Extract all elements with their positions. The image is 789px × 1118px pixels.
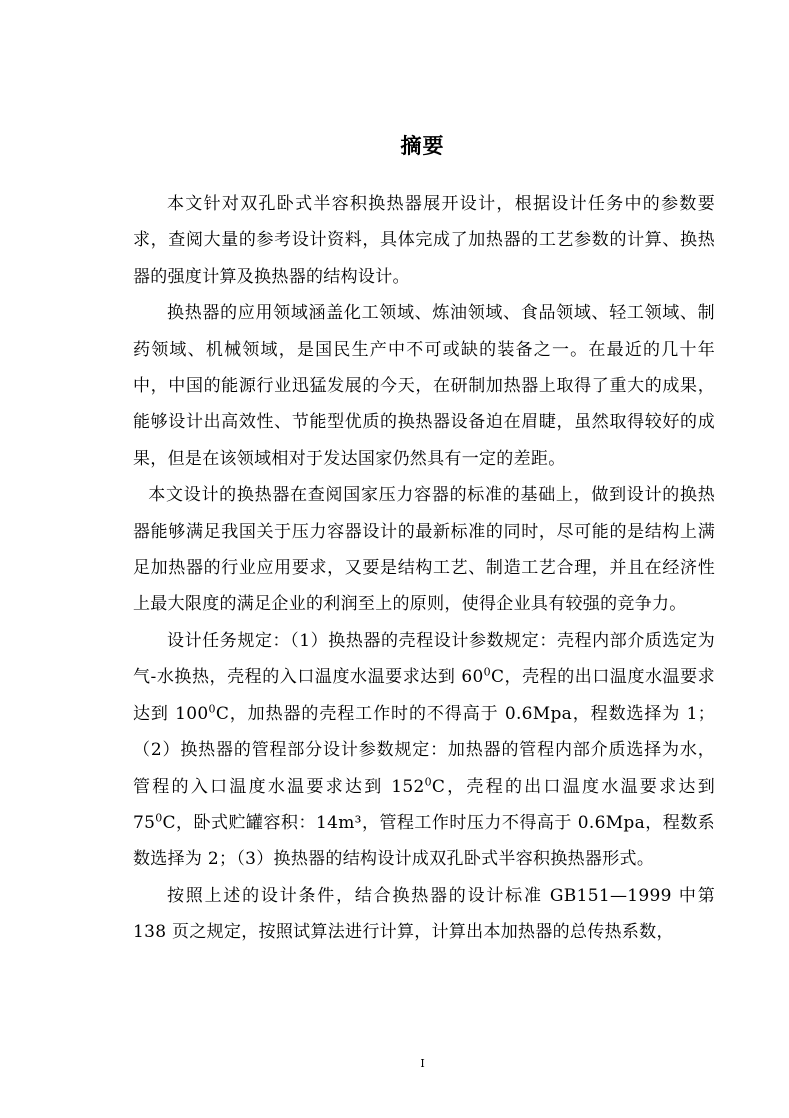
paragraph-intro: 本文针对双孔卧式半容积换热器展开设计，根据设计任务中的参数要求，查阅大量的参考设计资料，具体完成了加热器的工艺参数的计算、换热器的强度计算及换热器的结构设计。 [133,194,715,287]
design-task-text-3: C，加热器的壳程工作时的不得高于 0.6Mpa，程数选择为 1；（2）换热器的管程部分设计参数规定：加热器的管程内部介质选择为水，管程的入口温度水温要求达到 152 [133,703,715,797]
design-task-text-2: C，壳程的出口温度水温要求达到 100 [133,667,715,724]
abstract-title: 摘要 [400,134,445,158]
design-task-text-1: 设计任务规定：（1）换热器的壳程设计参数规定：壳程内部介质选定为气-水换热，壳程的入口温度水温要求达到 60 [133,630,715,688]
paragraph-design-standards: 本文设计的换热器在查阅国家压力容器的标准的基础上，做到设计的换热器能够满足我国关于压力容器设计的最新标准的同时，尽可能的是结构上满足加热器的行业应用要求，又要是结构工艺、制造工艺合理，并且在经济性上最大限度的满足企业的利润至上的原则，使得企业具有较强的竞争力。 [133,485,715,615]
superscript-degree: 0 [483,665,491,679]
design-task-text-5: C，卧式贮罐容积：14m³，管程工作时压力不得高于 0.6Mpa，程数系数选择为 2；（3）换热器的结构设计成双孔卧式半容积换热器形式。 [133,812,715,870]
superscript-degree: 0 [424,774,432,788]
paragraph-calculation: 按照上述的设计条件，结合换热器的设计标准 GB151—1999 中第 138 页之规定，按照试算法进行计算，计算出本加热器的总传热系数， [133,885,715,943]
paragraph-application-fields: 换热器的应用领域涵盖化工领域、炼油领域、食品领域、轻工领域、制药领域、机械领域，是国民生产中不可或缺的装备之一。在最近的几十年中，中国的能源行业迅猛发展的今天，在研制加热器上取得了重大的成果，能够设计出高效性、节能型优质的换热器设备迫在眉睫，虽然取得较好的成果，但是在该领域相对于发达国家仍然具有一定的差距。 [133,303,715,469]
page-number: I [420,1057,425,1070]
superscript-degree: 0 [155,811,163,825]
paragraph-design-task [133,623,715,878]
superscript-degree: 0 [208,702,216,716]
design-task-text-4: C，壳程的出口温度水温要求达到 75 [133,776,715,833]
abstract-body [133,186,715,951]
